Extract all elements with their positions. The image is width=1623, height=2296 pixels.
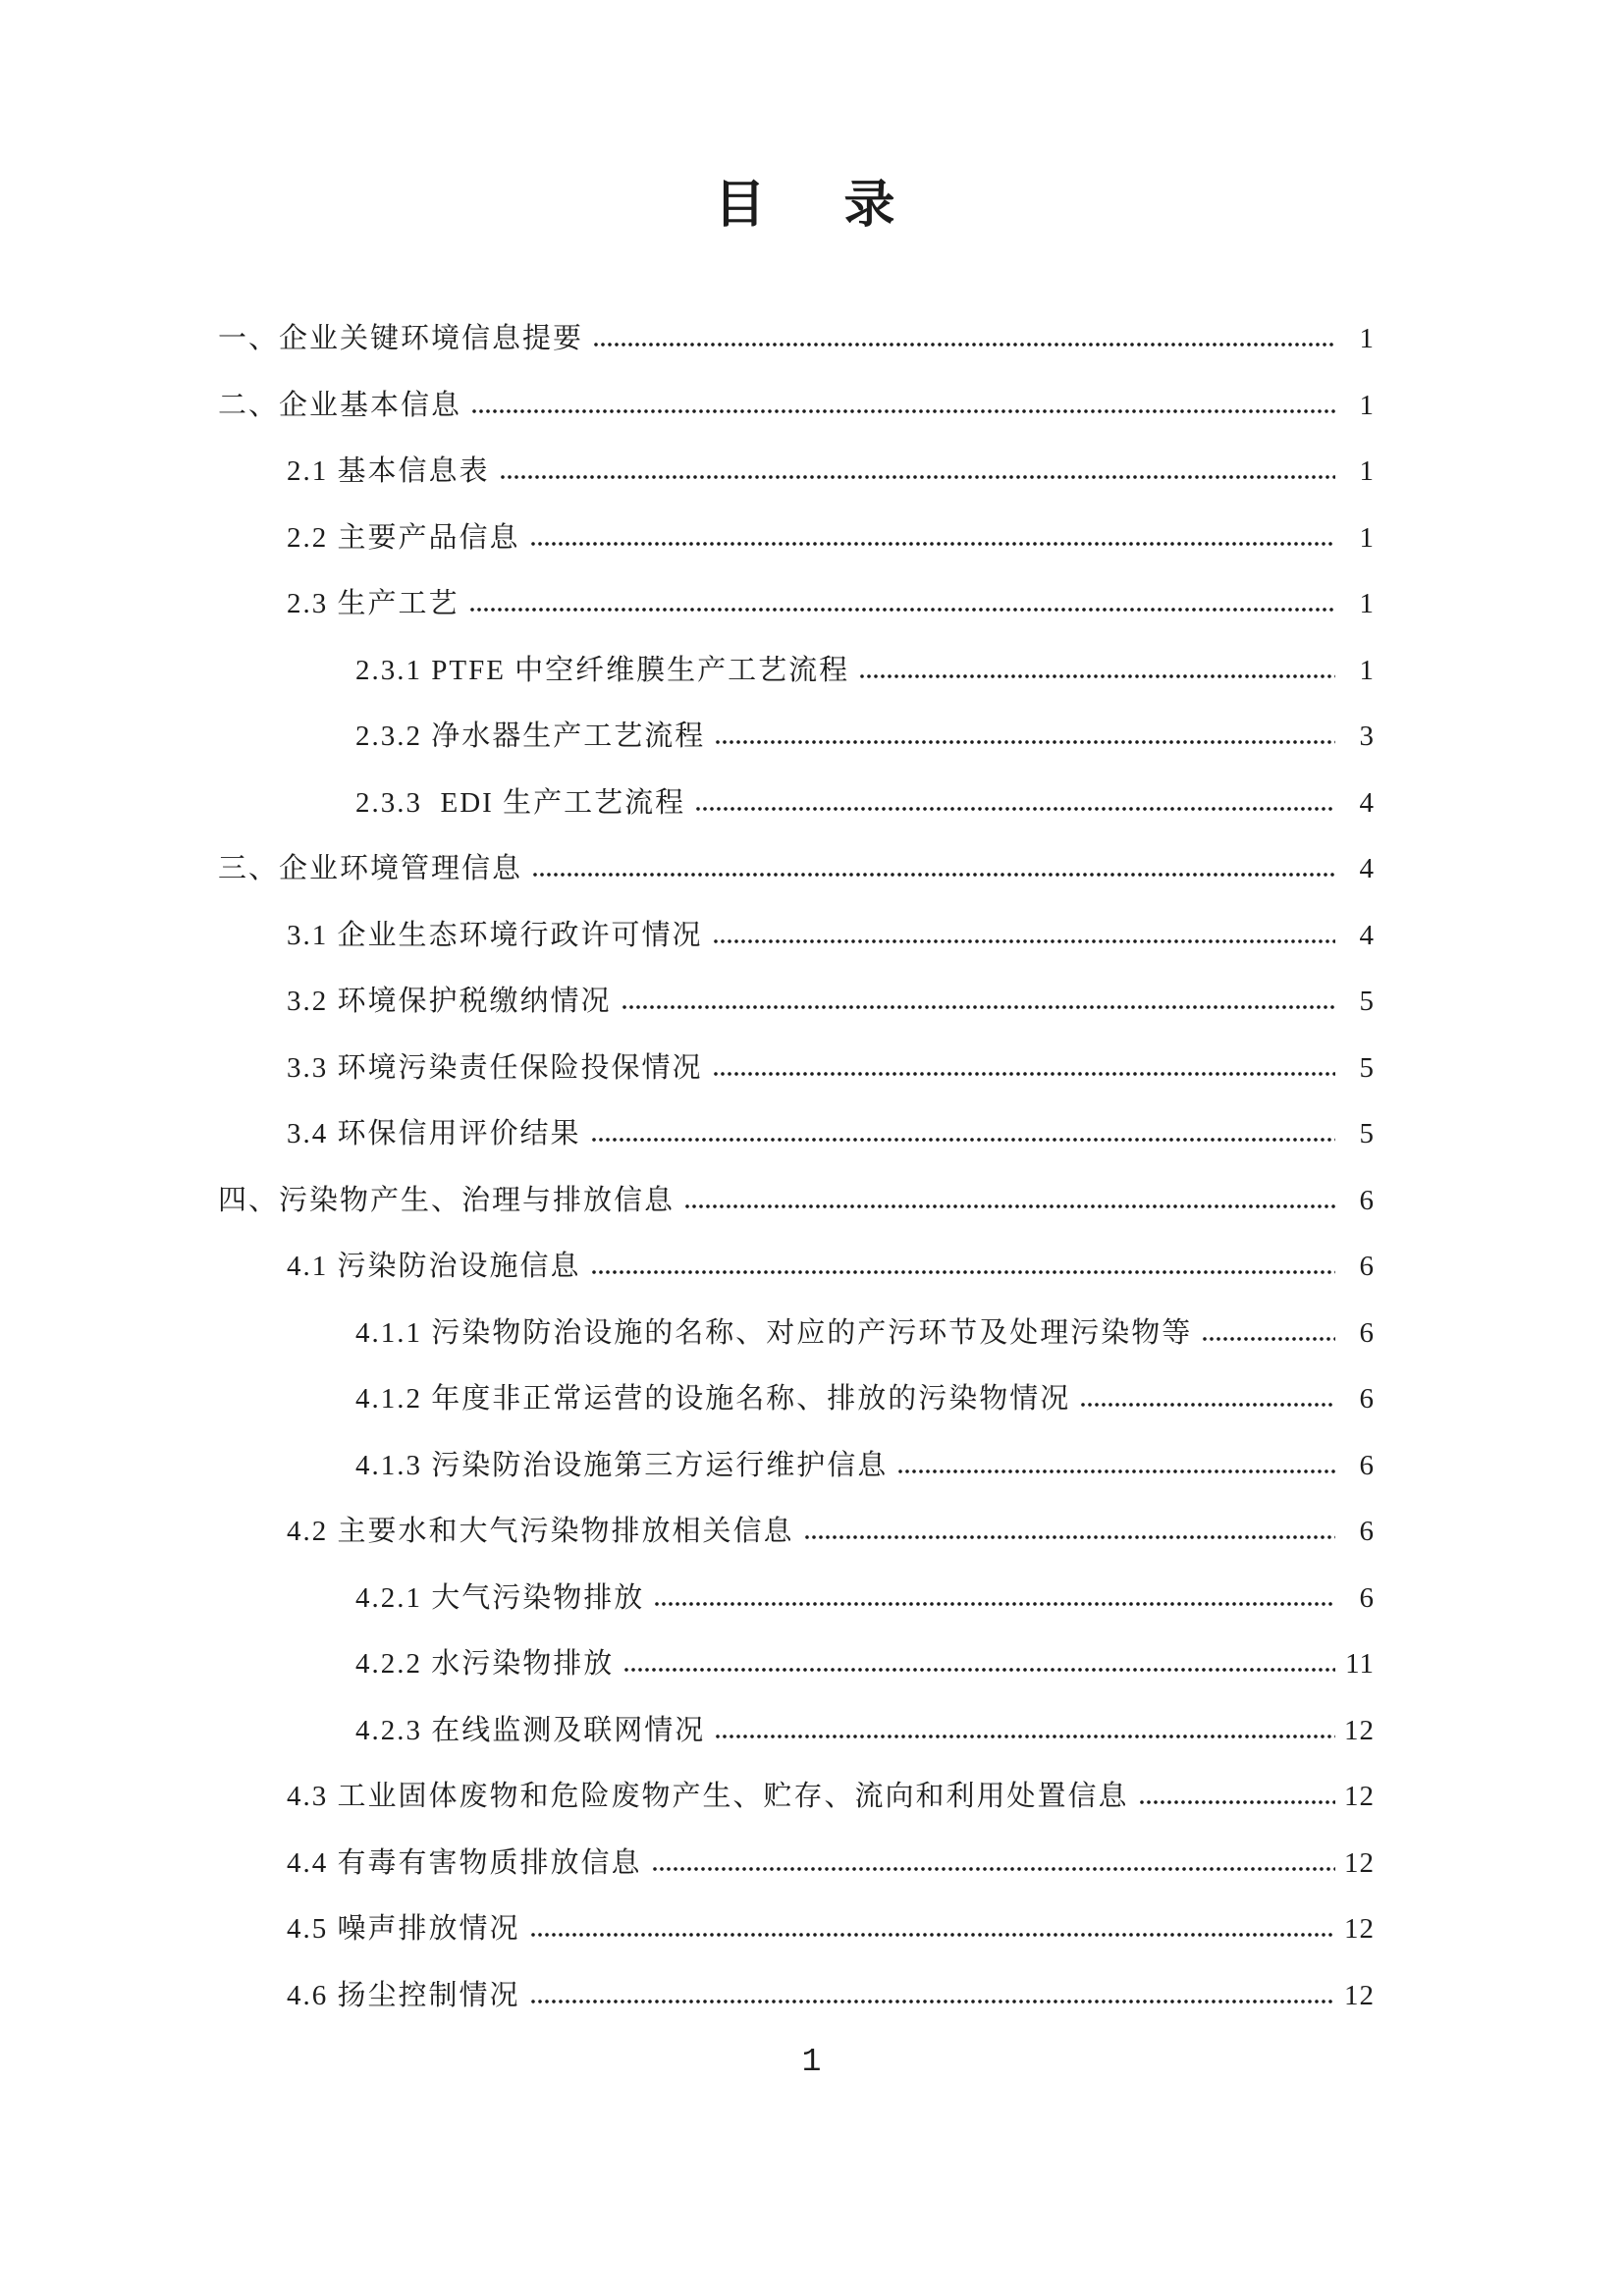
- toc-entry-page: 1: [1359, 389, 1375, 421]
- toc-entry: [218, 1036, 1375, 1102]
- toc-entry-label: 4.4 有毒有害物质排放信息: [287, 1846, 642, 1879]
- toc-entry-label: 一、企业关键环境信息提要: [218, 323, 584, 354]
- toc-entry-page: 12: [1344, 1714, 1375, 1746]
- toc-entry: [218, 1698, 1375, 1765]
- toc-entry-label: 3.4 环保信用评价结果: [287, 1118, 581, 1149]
- dot-leader: [654, 1601, 1335, 1607]
- toc-entry-page: 12: [1344, 1846, 1375, 1879]
- toc-entry-label: 2.3.2 净水器生产工艺流程: [355, 721, 706, 752]
- toc-entry-label: 2.3.1 PTFE 中空纤维膜生产工艺流程: [355, 654, 850, 686]
- toc-entry-page: 5: [1359, 1051, 1375, 1084]
- dot-leader: [500, 474, 1335, 480]
- toc-entry-label: 4.3 工业固体废物和危险废物产生、贮存、流向和利用处置信息: [287, 1781, 1129, 1812]
- toc-entry-label: 4.2.3 在线监测及联网情况: [355, 1714, 706, 1746]
- toc-entry: [218, 1631, 1375, 1698]
- toc-entry: [218, 638, 1375, 705]
- toc-entry-page: 4: [1359, 853, 1375, 884]
- toc-entry-label: 2.3.3 EDI 生产工艺流程: [355, 786, 686, 819]
- toc-entry: [218, 1896, 1375, 1963]
- toc-entry: [218, 1101, 1375, 1168]
- toc-entry: [218, 1566, 1375, 1632]
- toc-entry-page: 6: [1359, 1251, 1375, 1282]
- toc-entry-label: 4.1 污染防治设施信息: [287, 1251, 581, 1282]
- toc-entry-page: 4: [1359, 786, 1375, 819]
- dot-leader: [897, 1468, 1335, 1474]
- toc-entry-label: 二、企业基本信息: [218, 389, 462, 421]
- toc-entry: [218, 571, 1375, 638]
- toc-entry: [218, 969, 1375, 1036]
- dot-leader: [591, 1137, 1335, 1143]
- dot-leader: [530, 1932, 1335, 1938]
- toc-entry-label: 2.3 生产工艺: [287, 588, 460, 619]
- toc-entry-page: 5: [1359, 986, 1375, 1017]
- dot-leader: [1202, 1336, 1335, 1342]
- toc-entry-page: 6: [1359, 1316, 1375, 1349]
- dot-leader: [695, 806, 1335, 812]
- dot-leader: [713, 1071, 1335, 1077]
- toc-entry-label: 4.1.3 污染防治设施第三方运行维护信息: [355, 1449, 889, 1481]
- toc-entry-page: 6: [1359, 1184, 1375, 1216]
- toc-entry-page: 6: [1359, 1516, 1375, 1547]
- dot-leader: [530, 541, 1335, 547]
- toc-entry-label: 4.1.2 年度非正常运营的设施名称、排放的污染物情况: [355, 1383, 1071, 1415]
- dot-leader: [591, 1269, 1335, 1275]
- toc-entry: [218, 1433, 1375, 1500]
- toc-entry-page: 1: [1359, 654, 1375, 686]
- toc-entry-label: 4.6 扬尘控制情况: [287, 1979, 520, 2011]
- dot-leader: [859, 673, 1335, 679]
- footer-page-number: 1: [801, 2044, 822, 2080]
- dot-leader: [684, 1203, 1335, 1209]
- toc-entry: [218, 1168, 1375, 1235]
- toc-entry-label: 4.2.2 水污染物排放: [355, 1648, 615, 1680]
- toc-entry-label: 4.5 噪声排放情况: [287, 1913, 520, 1945]
- toc-entry: [218, 1764, 1375, 1831]
- dot-leader: [804, 1534, 1335, 1540]
- toc-entry: [218, 306, 1375, 373]
- toc-entry: [218, 1301, 1375, 1367]
- toc-entry-page: 5: [1359, 1118, 1375, 1149]
- toc-entry-label: 4.2.1 大气污染物排放: [355, 1581, 645, 1614]
- toc-entry: [218, 1963, 1375, 2030]
- toc-entry-page: 1: [1359, 455, 1375, 487]
- toc-entry-page: 6: [1359, 1383, 1375, 1415]
- toc-entry-page: 12: [1344, 1913, 1375, 1945]
- dot-leader: [1080, 1402, 1335, 1408]
- dot-leader: [593, 342, 1335, 347]
- dot-leader: [532, 872, 1335, 878]
- toc-entry-label: 4.2 主要水和大气污染物排放相关信息: [287, 1516, 794, 1547]
- toc-entry-label: 四、污染物产生、治理与排放信息: [218, 1184, 676, 1216]
- toc-entry-page: 1: [1359, 323, 1375, 354]
- toc-entry: [218, 1234, 1375, 1301]
- toc-entry: [218, 506, 1375, 572]
- dot-leader: [471, 408, 1335, 414]
- dot-leader: [1139, 1799, 1335, 1805]
- toc-entry-label: 三、企业环境管理信息: [218, 853, 523, 884]
- toc-entry-page: 3: [1359, 721, 1375, 752]
- toc-entry-page: 12: [1344, 1781, 1375, 1812]
- toc-entry-label: 3.3 环境污染责任保险投保情况: [287, 1051, 703, 1084]
- page-title: 目 录: [714, 178, 909, 234]
- dot-leader: [652, 1866, 1335, 1872]
- toc-entry-page: 4: [1359, 919, 1375, 951]
- dot-leader: [530, 1999, 1335, 2004]
- toc-entry: [218, 771, 1375, 837]
- toc-entry: [218, 836, 1375, 903]
- toc-entry-label: 2.2 主要产品信息: [287, 521, 520, 554]
- toc-entry-page: 1: [1359, 588, 1375, 619]
- toc-entry: [218, 704, 1375, 771]
- table-of-contents: [218, 306, 1375, 2029]
- toc-entry: [218, 1499, 1375, 1566]
- dot-leader: [713, 938, 1335, 944]
- toc-entry-page: 6: [1359, 1449, 1375, 1481]
- toc-entry: [218, 1366, 1375, 1433]
- toc-entry: [218, 903, 1375, 970]
- toc-entry: [218, 439, 1375, 506]
- toc-entry-label: 3.2 环境保护税缴纳情况: [287, 986, 612, 1017]
- toc-entry-page: 12: [1344, 1979, 1375, 2011]
- dot-leader: [469, 607, 1335, 613]
- toc-entry-page: 1: [1359, 521, 1375, 554]
- dot-leader: [623, 1667, 1335, 1673]
- toc-entry-page: 11: [1345, 1648, 1375, 1680]
- dot-leader: [715, 1734, 1335, 1739]
- toc-entry: [218, 373, 1375, 440]
- toc-entry: [218, 1831, 1375, 1897]
- dot-leader: [715, 739, 1335, 745]
- toc-entry-label: 3.1 企业生态环境行政许可情况: [287, 919, 703, 951]
- toc-entry-label: 2.1 基本信息表: [287, 455, 490, 487]
- toc-entry-label: 4.1.1 污染物防治设施的名称、对应的产污环节及处理污染物等: [355, 1316, 1193, 1349]
- toc-entry-page: 6: [1359, 1581, 1375, 1614]
- dot-leader: [622, 1004, 1335, 1010]
